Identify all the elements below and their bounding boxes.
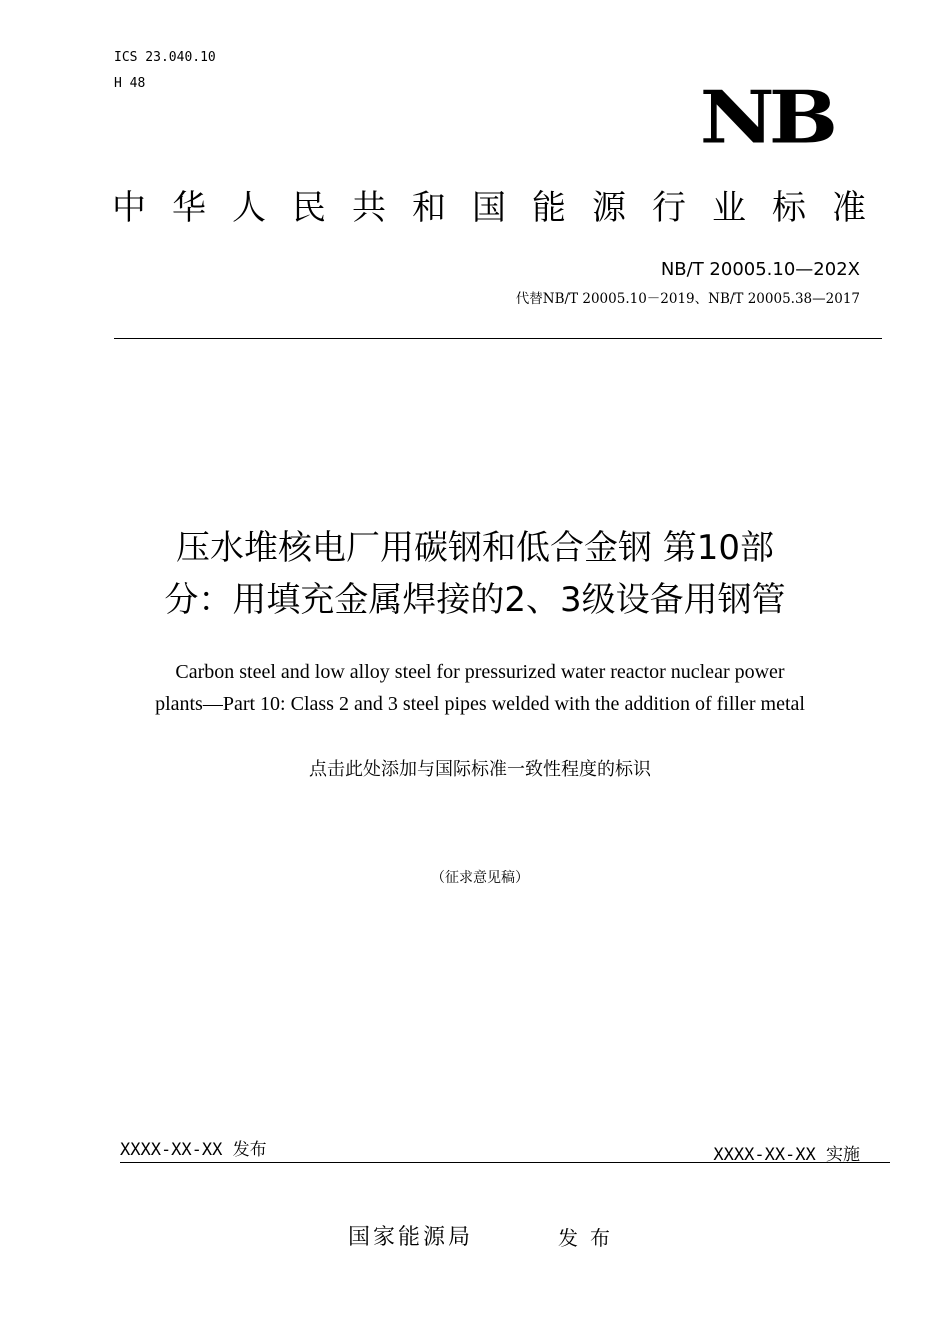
implementation-date: XXXX-XX-XX 实施 — [713, 1145, 860, 1165]
english-title-line-2: plants—Part 10: Class 2 and 3 steel pipes welded with the addition of filler metal — [155, 693, 805, 715]
classification-code: H 48 — [114, 76, 146, 91]
publish-label: 发布 — [558, 1226, 622, 1250]
draft-status: （征求意见稿） — [431, 870, 529, 886]
header-divider — [114, 338, 882, 339]
chinese-title-line-2: 分：用填充金属焊接的2、3级设备用钢管 — [164, 580, 786, 620]
footer-divider — [120, 1162, 890, 1163]
nb-logo: NB — [699, 75, 832, 161]
replaces-note: 代替NB/T 20005.10－2019、NB/T 20005.38—2017 — [515, 291, 860, 307]
english-title — [90, 656, 870, 720]
english-title-line-1: Carbon steel and low alloy steel for pressurized water reactor nuclear power — [175, 661, 785, 683]
consistency-placeholder[interactable]: 点击此处添加与国际标准一致性程度的标识 — [309, 759, 651, 780]
issue-date: XXXX-XX-XX 发布 — [120, 1140, 267, 1160]
chinese-title — [70, 522, 880, 626]
standard-number: NB/T 20005.10—202X — [660, 259, 860, 280]
publisher: 国家能源局 — [348, 1225, 474, 1250]
ics-code: ICS 23.040.10 — [114, 50, 216, 65]
chinese-title-line-1: 压水堆核电厂用碳钢和低合金钢 第10部 — [175, 528, 775, 568]
org-title: 中华人民共和国能源行业标准 — [112, 188, 892, 228]
